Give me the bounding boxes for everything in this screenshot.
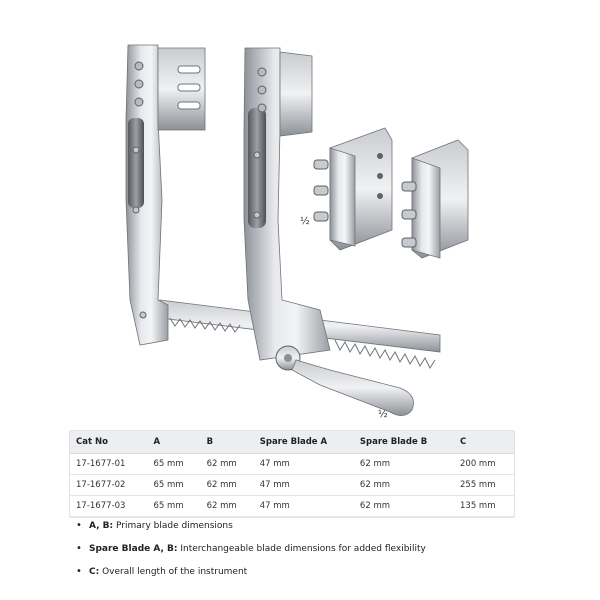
header-c: C: [454, 431, 514, 454]
cell-spare-blade-b: 62 mm: [354, 454, 454, 475]
cell-spare-blade-b: 62 mm: [354, 496, 454, 517]
cell-c: 255 mm: [454, 475, 514, 496]
cell-spare-blade-a: 47 mm: [254, 454, 354, 475]
cell-spare-blade-a: 47 mm: [254, 475, 354, 496]
header-b: B: [201, 431, 254, 454]
table-row: [70, 496, 514, 517]
note-text: Interchangeable blade dimensions for added flexibility: [177, 544, 426, 554]
spare-blade-2: [402, 140, 468, 258]
left-blade: [158, 48, 205, 130]
list-item: [76, 543, 556, 555]
scale-label-main: ½: [378, 409, 388, 420]
cell-spare-blade-b: 62 mm: [354, 475, 454, 496]
table-row: [70, 475, 514, 496]
list-item: [76, 566, 556, 578]
note-term: C:: [89, 567, 100, 577]
spec-table: [70, 431, 514, 517]
cell-cat-no: 17-1677-03: [70, 496, 148, 517]
cell-c: 200 mm: [454, 454, 514, 475]
cell-a: 65 mm: [148, 454, 201, 475]
scale-label-insert: ½: [300, 216, 310, 227]
spare-blade-1: [314, 128, 392, 250]
cell-b: 62 mm: [201, 496, 254, 517]
note-text: Overall length of the instrument: [99, 567, 248, 577]
header-spare-blade-a: Spare Blade A: [254, 431, 354, 454]
spec-table-container: [69, 430, 515, 518]
table-row: [70, 454, 514, 475]
cell-a: 65 mm: [148, 496, 201, 517]
cell-spare-blade-a: 47 mm: [254, 496, 354, 517]
cell-cat-no: 17-1677-01: [70, 454, 148, 475]
right-blade: [280, 52, 312, 136]
note-term: A, B:: [89, 521, 114, 531]
header-cat-no: Cat No: [70, 431, 148, 454]
cell-b: 62 mm: [201, 475, 254, 496]
cell-c: 135 mm: [454, 496, 514, 517]
header-a: A: [148, 431, 201, 454]
header-spare-blade-b: Spare Blade B: [354, 431, 454, 454]
note-term: Spare Blade A, B:: [89, 544, 178, 554]
cell-b: 62 mm: [201, 454, 254, 475]
cell-cat-no: 17-1677-02: [70, 475, 148, 496]
note-text: Primary blade dimensions: [113, 521, 233, 531]
table-header-row: [70, 431, 514, 454]
notes-list: [76, 520, 556, 589]
crank-handle: [276, 346, 414, 416]
cell-a: 65 mm: [148, 475, 201, 496]
list-item: [76, 520, 556, 532]
